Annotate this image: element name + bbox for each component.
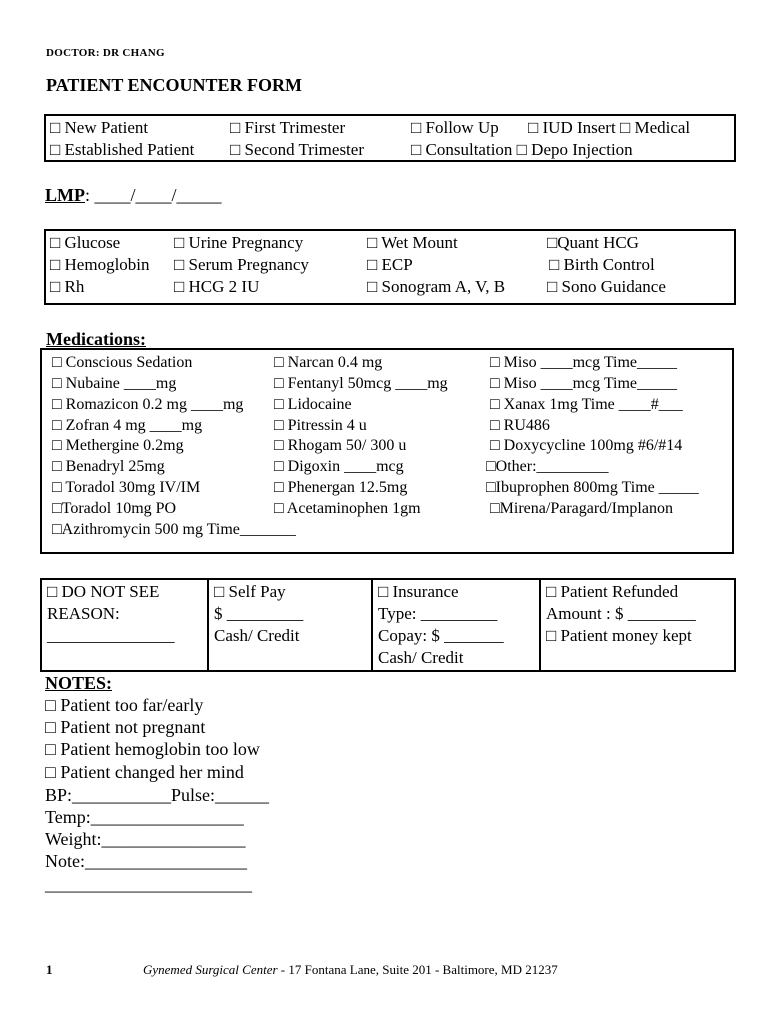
insurance-type[interactable]: Type: _________: [378, 604, 498, 623]
med-romazicon[interactable]: □ Romazicon 0.2 mg ____mg: [52, 396, 244, 413]
insurance-method: Cash/ Credit: [378, 648, 464, 667]
med-miso-2[interactable]: □ Miso ____mcg Time_____: [490, 375, 678, 392]
med-narcan[interactable]: □ Narcan 0.4 mg: [274, 354, 383, 371]
checkbox-too-far-early[interactable]: □ Patient too far/early: [45, 695, 204, 715]
clinic-address: - 17 Fontana Lane, Suite 201 - Baltimore, MD 21237: [277, 962, 558, 977]
bp-pulse-field[interactable]: BP:___________Pulse:______: [45, 785, 270, 805]
med-ibuprophen[interactable]: □Ibuprophen 800mg Time _____: [486, 479, 699, 496]
checkbox-serum-pregnancy[interactable]: □ Serum Pregnancy: [174, 255, 309, 274]
refund-amount[interactable]: Amount : $ ________: [546, 604, 696, 623]
lmp-date-blank[interactable]: : ____/____/_____: [85, 185, 222, 205]
page-title: PATIENT ENCOUNTER FORM: [46, 75, 303, 95]
reason-label: REASON:: [47, 604, 120, 623]
med-rhogam[interactable]: □ Rhogam 50/ 300 u: [274, 437, 407, 454]
checkbox-iud-medical[interactable]: □ IUD Insert □ Medical: [528, 118, 691, 137]
med-xanax[interactable]: □ Xanax 1mg Time ____#___: [490, 396, 683, 413]
med-lidocaine[interactable]: □ Lidocaine: [274, 396, 352, 413]
temp-field[interactable]: Temp:_________________: [45, 807, 244, 827]
checkbox-patient-refunded[interactable]: □ Patient Refunded: [546, 582, 679, 601]
note-continuation[interactable]: _______________________: [45, 874, 252, 894]
self-pay-method: Cash/ Credit: [214, 626, 300, 645]
med-nubaine[interactable]: □ Nubaine ____mg: [52, 375, 177, 392]
payment-table: [40, 578, 736, 672]
checkbox-self-pay[interactable]: □ Self Pay: [214, 582, 286, 601]
checkbox-money-kept[interactable]: □ Patient money kept: [546, 626, 692, 645]
checkbox-urine-pregnancy[interactable]: □ Urine Pregnancy: [174, 233, 304, 252]
checkbox-glucose[interactable]: □ Glucose: [50, 233, 121, 252]
medications-heading: Medications:: [46, 329, 146, 349]
med-benadryl[interactable]: □ Benadryl 25mg: [52, 458, 165, 475]
notes-heading: NOTES:: [45, 673, 113, 693]
med-toradol-iv[interactable]: □ Toradol 30mg IV/IM: [52, 479, 201, 496]
med-conscious-sedation[interactable]: □ Conscious Sedation: [52, 354, 193, 371]
footer-address: [143, 962, 558, 978]
weight-field[interactable]: Weight:________________: [45, 829, 246, 849]
self-pay-amount[interactable]: $ _________: [214, 604, 304, 623]
checkbox-insurance[interactable]: □ Insurance: [378, 582, 459, 601]
checkbox-sono-guidance[interactable]: □ Sono Guidance: [547, 277, 666, 296]
page-number: 1: [46, 962, 53, 977]
refund-cell: [540, 579, 735, 671]
med-fentanyl[interactable]: □ Fentanyl 50mcg ____mg: [274, 375, 448, 392]
checkbox-quant-hcg[interactable]: □Quant HCG: [547, 233, 639, 252]
checkbox-do-not-see[interactable]: □ DO NOT SEE: [47, 582, 160, 601]
checkbox-new-patient[interactable]: □ New Patient: [50, 118, 149, 137]
med-pitressin[interactable]: □ Pitressin 4 u: [274, 417, 367, 434]
insurance-copay[interactable]: Copay: $ _______: [378, 626, 504, 645]
checkbox-rh[interactable]: □ Rh: [50, 277, 85, 296]
checkbox-changed-mind[interactable]: □ Patient changed her mind: [45, 762, 244, 782]
checkbox-sonogram[interactable]: □ Sonogram A, V, B: [367, 277, 506, 296]
lmp-label: LMP: [45, 185, 85, 205]
med-toradol-po[interactable]: □Toradol 10mg PO: [52, 500, 177, 517]
doctor-label: DOCTOR: DR CHANG: [46, 47, 165, 59]
med-miso-1[interactable]: □ Miso ____mcg Time_____: [490, 354, 678, 371]
checkbox-hemoglobin[interactable]: □ Hemoglobin: [50, 255, 150, 274]
med-doxycycline[interactable]: □ Doxycycline 100mg #6/#14: [490, 437, 683, 454]
med-mirena[interactable]: □Mirena/Paragard/Implanon: [490, 500, 673, 517]
insurance-cell: [372, 579, 540, 671]
med-digoxin[interactable]: □ Digoxin ____mcg: [274, 458, 404, 475]
checkbox-hcg-2iu[interactable]: □ HCG 2 IU: [174, 277, 260, 296]
checkbox-hemoglobin-low[interactable]: □ Patient hemoglobin too low: [45, 739, 260, 759]
clinic-name: Gynemed Surgical Center: [143, 962, 278, 977]
med-azithromycin[interactable]: □Azithromycin 500 mg Time_______: [52, 521, 296, 538]
do-not-see-cell: [41, 579, 208, 671]
med-other[interactable]: □Other:_________: [486, 458, 609, 475]
note-field[interactable]: Note:__________________: [45, 851, 247, 871]
checkbox-second-trimester[interactable]: □ Second Trimester: [230, 140, 364, 159]
checkbox-follow-up[interactable]: □ Follow Up: [411, 118, 499, 137]
med-methergine[interactable]: □ Methergine 0.2mg: [52, 437, 184, 454]
med-ru486[interactable]: □ RU486: [490, 417, 550, 434]
checkbox-first-trimester[interactable]: □ First Trimester: [230, 118, 346, 137]
checkbox-consultation-depo[interactable]: □ Consultation □ Depo Injection: [411, 140, 633, 159]
checkbox-wet-mount[interactable]: □ Wet Mount: [367, 233, 458, 252]
med-acetaminophen[interactable]: □ Acetaminophen 1gm: [274, 500, 421, 517]
reason-blank[interactable]: _______________: [47, 626, 175, 645]
checkbox-established-patient[interactable]: □ Established Patient: [50, 140, 195, 159]
checkbox-not-pregnant[interactable]: □ Patient not pregnant: [45, 717, 206, 737]
self-pay-cell: [208, 579, 372, 671]
checkbox-ecp[interactable]: □ ECP: [367, 255, 413, 274]
med-zofran[interactable]: □ Zofran 4 mg ____mg: [52, 417, 203, 434]
checkbox-birth-control[interactable]: □ Birth Control: [549, 255, 655, 274]
med-phenergan[interactable]: □ Phenergan 12.5mg: [274, 479, 408, 496]
lmp-field[interactable]: [45, 185, 222, 206]
